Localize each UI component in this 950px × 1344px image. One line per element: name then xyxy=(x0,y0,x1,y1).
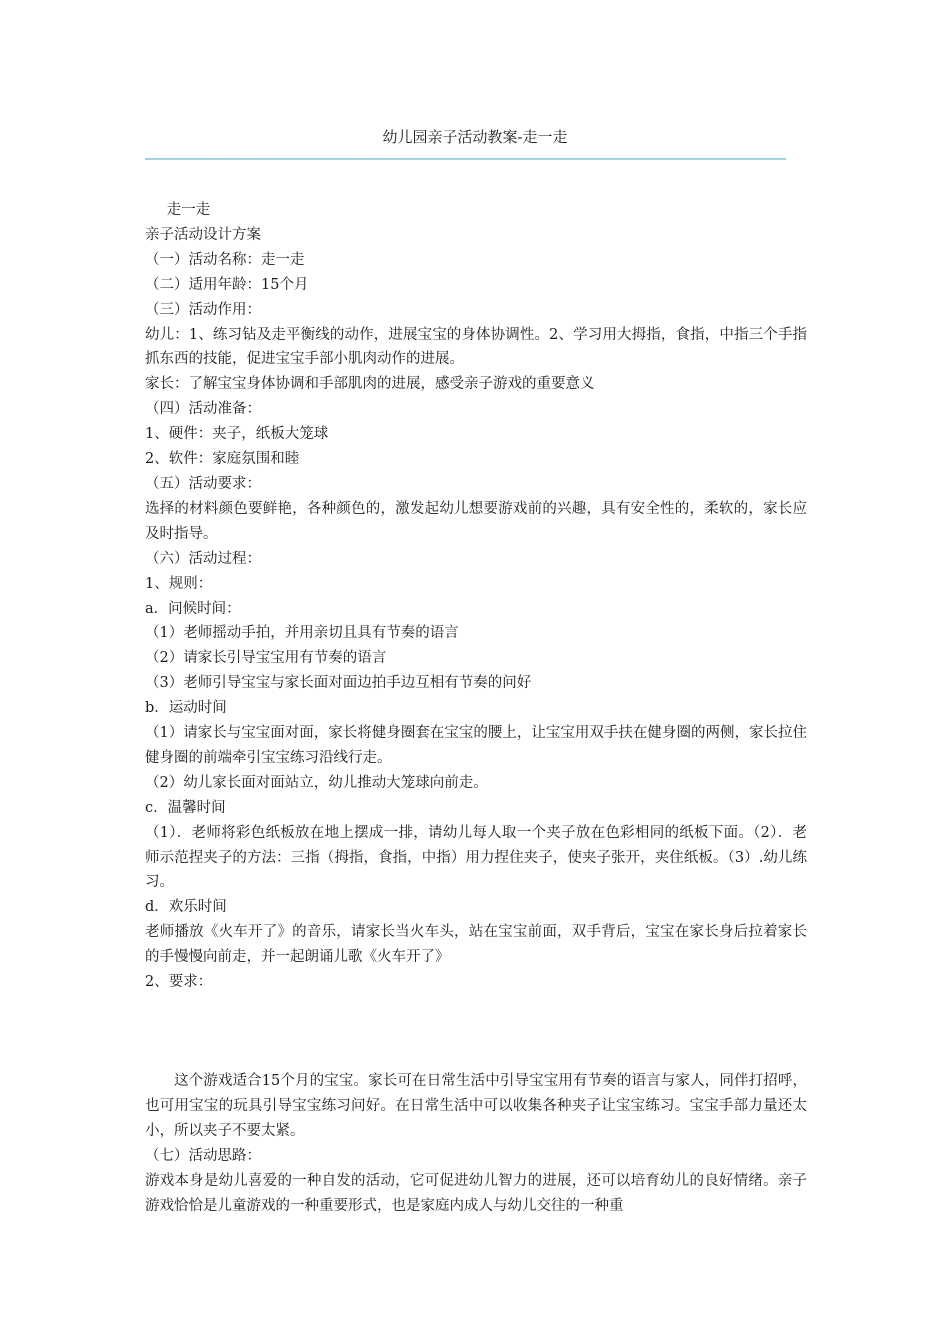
paragraph: 1、规则： xyxy=(145,575,213,592)
blank-space xyxy=(145,995,807,1069)
paragraph: （2）请家长引导宝宝用有节奏的语言 xyxy=(145,650,387,667)
paragraph: （五）活动要求： xyxy=(145,475,261,492)
paragraph: d．欢乐时间 xyxy=(145,899,227,916)
paragraph: （一）活动名称：走一走 xyxy=(145,251,305,268)
paragraph: b．运动时间 xyxy=(145,700,227,717)
paragraph: （1）．老师将彩色纸板放在地上摆成一排，请幼儿每人取一个夹子放在色彩相同的纸板下面。（2）．老师示范捏夹子的方法：三指（拇指，食指，中指）用力捏住夹子，使夹子张开，夹住纸板。（3）.幼儿练习。 xyxy=(145,824,807,891)
document-body xyxy=(145,198,807,1218)
title-divider: ——————————————————————————————————————————————————————————————————————— xyxy=(145,149,787,167)
paragraph: （3）老师引导宝宝与家长面对面边拍手边互相有节奏的问好 xyxy=(145,675,532,692)
paragraph: 幼儿：1、练习钻及走平衡线的动作，进展宝宝的身体协调性。2、学习用大拇指，食指，中指三个手指抓东西的技能，促进宝宝手部小肌肉动作的进展。 xyxy=(145,326,807,368)
paragraph: （三）活动作用： xyxy=(145,301,261,318)
paragraph: a．问候时间： xyxy=(145,600,241,617)
paragraph: （七）活动思路： xyxy=(145,1147,261,1164)
paragraph: c．温馨时间 xyxy=(145,799,226,816)
paragraph: 游戏本身是幼儿喜爱的一种自发的活动，它可促进幼儿智力的进展，还可以培育幼儿的良好情绪。亲子游戏恰恰是儿童游戏的一种重要形式，也是家庭内成人与幼儿交往的一种重 xyxy=(145,1172,807,1214)
paragraph: 这个游戏适合15个月的宝宝。家长可在日常生活中引导宝宝用有节奏的语言与家人，同伴打招呼，也可用宝宝的玩具引导宝宝练习问好。在日常生活中可以收集各种夹子让宝宝练习。宝宝手部力量还太小，所以夹子不要太紧。 xyxy=(145,1073,807,1139)
paragraph: 2、软件：家庭氛围和睦 xyxy=(145,451,300,468)
paragraph: （1）请家长与宝宝面对面，家长将健身圈套在宝宝的腰上，让宝宝用双手扶在健身圈的两侧，家长拉住健身圈的前端牵引宝宝练习沿线行走。 xyxy=(145,725,807,766)
paragraph: 亲子活动设计方案 xyxy=(145,226,261,243)
paragraph: （2）幼儿家长面对面站立，幼儿推动大笼球向前走。 xyxy=(145,774,488,791)
document-title: 幼儿园亲子活动教案-走一走 xyxy=(382,128,568,146)
paragraph: （六）活动过程： xyxy=(145,550,261,567)
paragraph: 家长：了解宝宝身体协调和手部肌肉的进展，感受亲子游戏的重要意义 xyxy=(145,376,595,393)
paragraph: （四）活动准备： xyxy=(145,401,261,418)
paragraph: 选择的材料颜色要鲜艳，各种颜色的，激发起幼儿想要游戏前的兴趣，具有安全性的，柔软的，家长应及时指导。 xyxy=(145,500,807,542)
paragraph: （1）老师摇动手拍，并用亲切且具有节奏的语言 xyxy=(145,625,459,642)
paragraph: 老师播放《火车开了》的音乐，请家长当火车头，站在宝宝前面，双手背后，宝宝在家长身后拉着家长的手慢慢向前走，并一起朗诵儿歌《火车开了》 xyxy=(145,924,807,966)
paragraph: （二）适用年龄：15个月 xyxy=(145,276,309,293)
paragraph: 1、硬件：夹子，纸板大笼球 xyxy=(145,426,329,443)
paragraph: 2、要求： xyxy=(145,974,213,991)
section-heading: 走一走 xyxy=(166,202,211,218)
